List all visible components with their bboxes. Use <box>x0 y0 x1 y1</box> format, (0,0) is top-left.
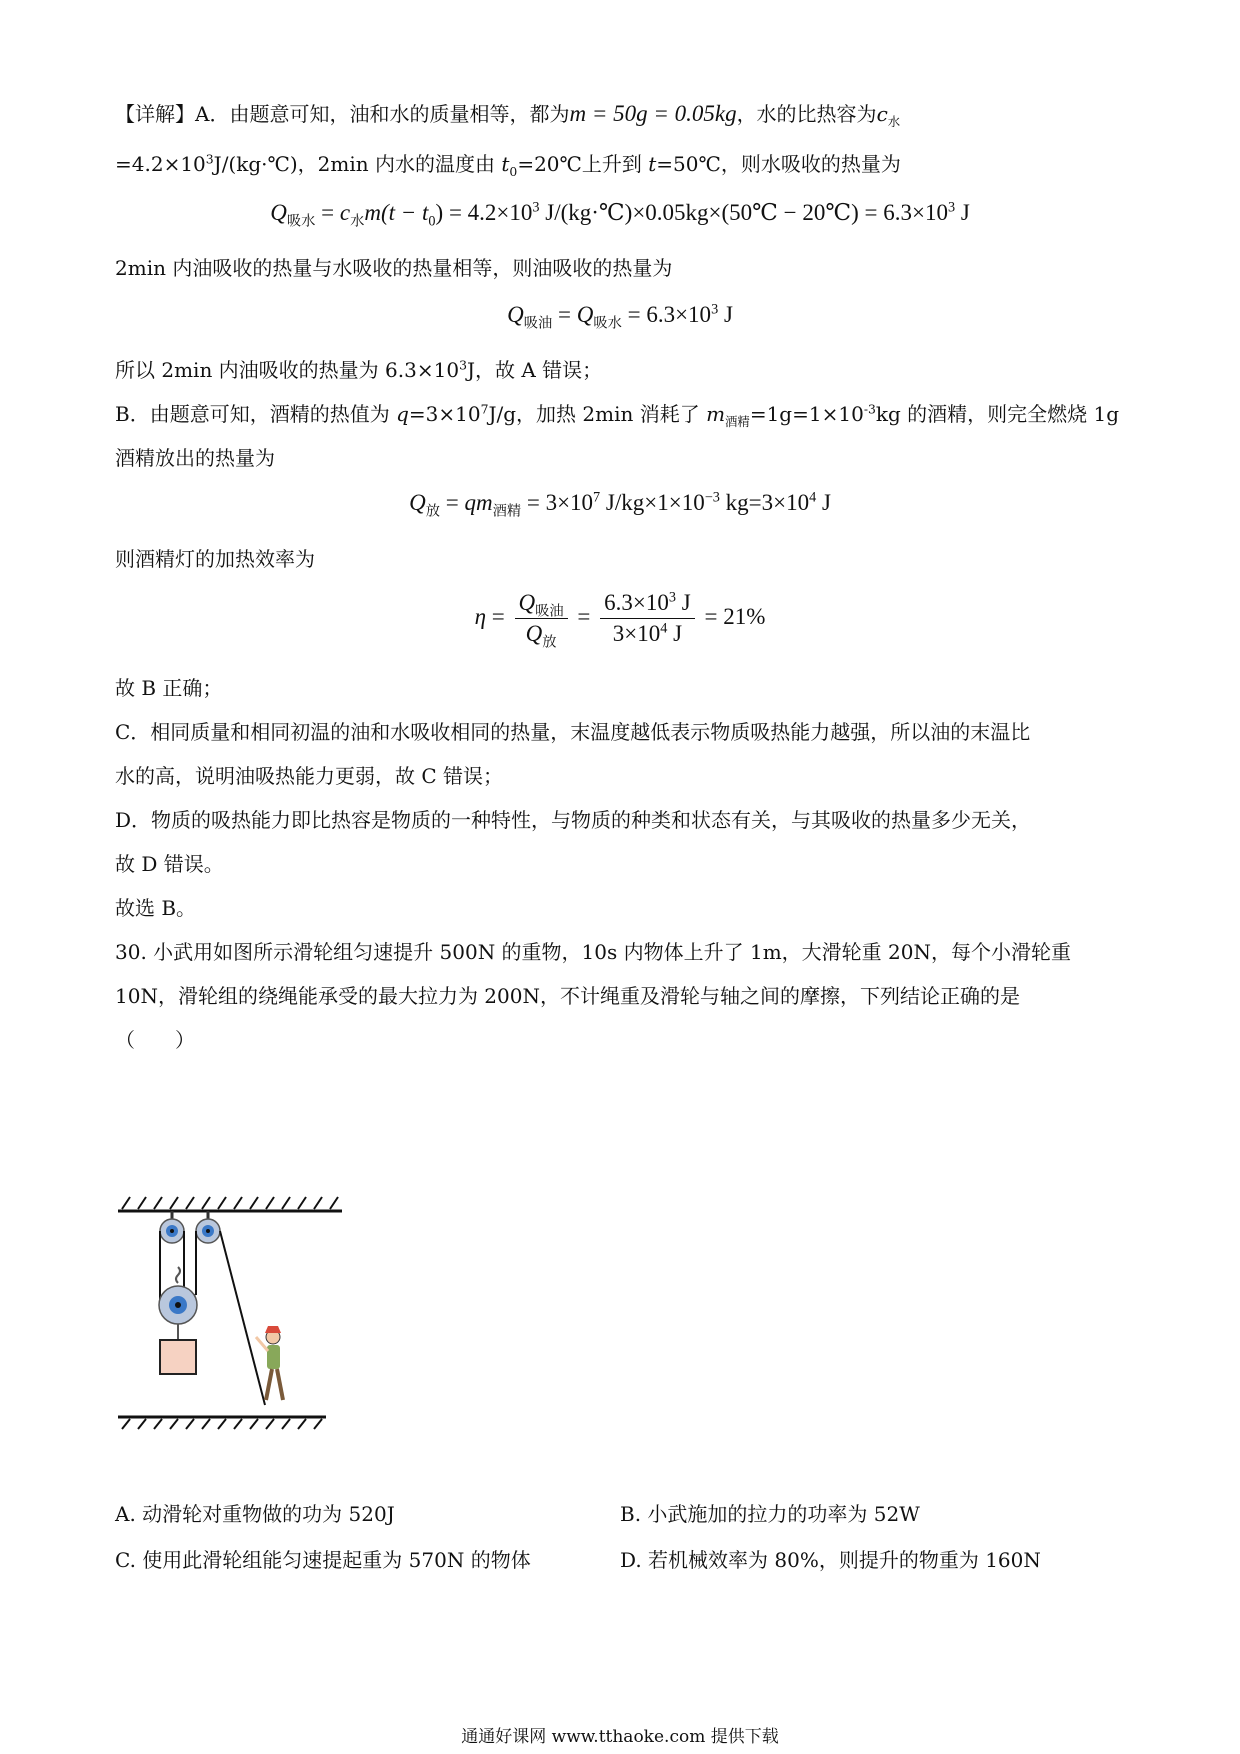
solution-line-9: C．相同质量和相同初温的油和水吸收相同的热量，末温度越低表示物质吸热能力越强，所以油的末温比 <box>115 720 1031 744</box>
ceiling <box>118 1197 342 1211</box>
fraction-values: $\frac{6.3\times 10^3 J}{3\times 10^4 J}$ <box>600 590 695 647</box>
fraction-q-ratio: $\frac{Q_{吸油}}{Q_放}$ <box>515 590 568 647</box>
equation-efficiency: η = $\frac{Q_{吸油}}{Q_放}$ = $\frac{6.3\times 10^3 J}{3\times 10^4 J}$ = 21% <box>474 589 766 651</box>
movable-pulley <box>159 1267 197 1340</box>
page-footer: 通通好课网 www.tthaoke.com 提供下载 <box>461 1727 779 1747</box>
equation-heat-water: $Q_{吸水} = c_水m(t - t_0) = 4.2\times 10^3$ J/(kg·℃)×0.05kg×(50℃ − 20℃) = $6.3\times 10^3$ J <box>270 199 970 230</box>
solution-line-13: 故选 B。 <box>115 896 197 920</box>
ground <box>118 1417 326 1429</box>
option-d: D. 若机械效率为 80%，则提升的物重为 160N <box>620 1548 1041 1572</box>
solution-line-7: 则酒精灯的加热效率为 <box>115 547 315 571</box>
solution-line-5: B．由题意可知，酒精的热值为 $q=3\times 10^7J/g$，加热 2min 消耗了 $m_{酒精}=1g=1\times 10^{-3}kg$ 的酒精，则完全燃烧 1g <box>115 401 1120 429</box>
solution-line-6: 酒精放出的热量为 <box>115 446 275 470</box>
fixed-pulley-right <box>196 1211 220 1243</box>
option-a: A. 动滑轮对重物做的功为 520J <box>115 1502 395 1526</box>
pulley-system-diagram <box>110 1185 370 1485</box>
solution-line-4: 所以 2min 内油吸收的热量为 $6.3\times 10^3J$，故 A 错误； <box>115 357 603 382</box>
option-c: C. 使用此滑轮组能匀速提起重为 570N 的物体 <box>115 1548 531 1572</box>
question-30-line-2: 10N，滑轮组的绕绳能承受的最大拉力为 200N，不计绳重及滑轮与轴之间的摩擦，下列结论正确的是 <box>115 984 1020 1008</box>
solution-line-8: 故 B 正确； <box>115 676 223 700</box>
question-30-line-1: 30. 小武用如图所示滑轮组匀速提升 500N 的重物，10s 内物体上升了 1m，大滑轮重 20N，每个小滑轮重 <box>115 940 1071 964</box>
question-30-line-3: （ ） <box>115 1028 195 1052</box>
weight-block <box>160 1340 196 1374</box>
solution-line-12: 故 D 错误。 <box>115 852 224 876</box>
solution-line-2: $=4.2\times 10^3J/(kg\cdot℃)$，2min 内水的温度由 $t_0=20℃$上升到 t=50℃，则水吸收的热量为 <box>115 151 901 179</box>
solution-line-11: D．物质的吸热能力即比热容是物质的一种特性，与物质的种类和状态有关，与其吸收的热量多少无关， <box>115 808 1032 832</box>
equation-heat-alcohol: $Q_放 = qm_{酒精} = 3\times 10^7$ $J/kg\times 1\times 10^{-3}$ $kg=3\times 10^4$ J <box>409 489 831 520</box>
equation-heat-oil: $Q_{吸油} = Q_{吸水} = 6.3\times 10^3$ J <box>507 301 733 332</box>
mass-formula: m = 50g = 0.05kg <box>569 101 737 126</box>
fixed-pulley-left <box>160 1211 184 1243</box>
option-b: B. 小武施加的拉力的功率为 52W <box>620 1502 920 1526</box>
solution-line-10: 水的高，说明油吸热能力更弱，故 C 错误； <box>115 764 504 788</box>
solution-line-1: 【详解】A．由题意可知，油和水的质量相等，都为m = 50g = 0.05kg，水的比热容为$c_水$ <box>115 101 901 129</box>
solution-line-3: 2min 内油吸收的热量与水吸收的热量相等，则油吸收的热量为 <box>115 256 673 280</box>
